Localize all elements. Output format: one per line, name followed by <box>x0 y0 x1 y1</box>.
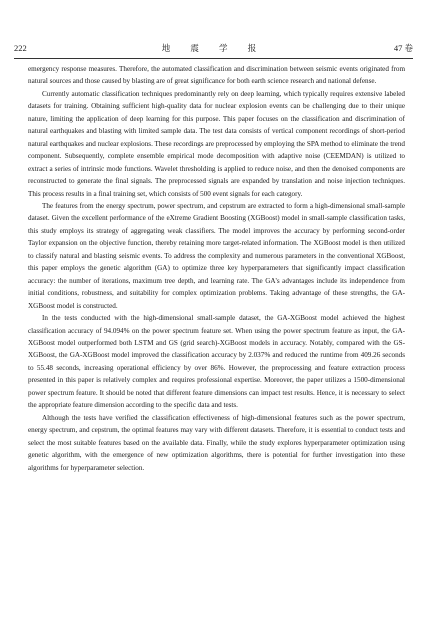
paragraph: emergency response measures. Therefore, the automated classification and discrimination between seismic events originated from natural sources and those caused by blasting are of great significance for both earth science research and national defense. <box>28 65 405 86</box>
paragraph: In the tests conducted with the high-dimensional small-sample dataset, the GA-XGBoost model achieved the highest classification accuracy of 94.094% on the power spectrum feature set. When using the power spectrum feature as input, the GA-XGBoost model outperformed both LSTM and GS (grid search)-XGBoost models in accuracy. Notably, compared with the GS-XGBoost, the GA-XGBoost model improved the classification accuracy by 2.037% and reduced the runtime from 409.26 seconds to 55.48 seconds, increasing operational efficiency by over 86%. However, the preprocessing and feature extraction process presented in this paper is relatively complex and requires professional expertise. Moreover, the paper utilizes a 1500-dimensional power spectrum feature. It should be noted that different feature dimensions can impact test results. Hence, it is necessary to select the appropriate feature dimension according to the specific data and tests. <box>28 314 405 410</box>
journal-title: 地 震 学 报 <box>161 43 266 53</box>
page-number: 222 <box>14 43 27 53</box>
paragraph: The features from the energy spectrum, power spectrum, and cepstrum are extracted to form a high-dimensional small-sample dataset. Given the excellent performance of the eXtreme Gradient Boosting (XGBoost) model in small-sample classification tasks, this study employs its strategy of aggregating weak classifiers. The model improves the accuracy by performing second-order Taylor expansion on the objective function, thereby retaining more target-related information. The XGBoost model is then utilized to classify natural and blasting seismic events. To address the complexity and numerous parameters in the conventional XGBoost, this paper employs the genetic algorithm (GA) to optimize three key hyperparameters that significantly impact classification accuracy: the number of iterations, maximum tree depth, and learning rate. The GA's advantages include its independence from initial conditions, robustness, and suitability for complex optimization problems. Taking advantage of these strengths, the GA-XGBoost model is constructed. <box>28 201 405 310</box>
volume-label: 47 卷 <box>393 43 413 53</box>
running-header <box>14 42 413 56</box>
paragraph: Although the tests have verified the classification effectiveness of high-dimensional features such as the power spectrum, energy spectrum, and cepstrum, the optimal features may vary with different datasets. Therefore, it is essential to conduct tests and select the most suitable features based on the available data. Finally, while the study explores hyperparameter optimization using genetic algorithm, with the emergence of new optimization algorithms, there is potential for further investigation into these algorithms for hyperparameter selection. <box>28 413 405 472</box>
article-body <box>28 63 405 474</box>
paragraph: Currently automatic classification techniques predominantly rely on deep learning, which typically requires extensive labeled datasets for training. Obtaining sufficient high-quality data for nuclear explosion events can be challenging due to their unique nature, limiting the application of deep learning for this purpose. This paper focuses on the classification and discrimination of natural earthquakes and blasting with limited sample data. The test data consists of vertical component recordings of short-period natural earthquakes and nuclear explosions. These recordings are preprocessed by employing the SPA method to eliminate the trend component. Subsequently, complete ensemble empirical mode decomposition with adaptive noise (CEEMDAN) is utilized to extract a series of intrinsic mode functions. Wavelet thresholding is applied to reduce noise, and then the denoised components are reconstructed to generate the final signals. The preprocessed signals are expanded by translation and noise injection techniques. This process results in a final training set, which consists of 500 event signals for each category. <box>28 89 405 198</box>
header-rule <box>14 58 413 59</box>
